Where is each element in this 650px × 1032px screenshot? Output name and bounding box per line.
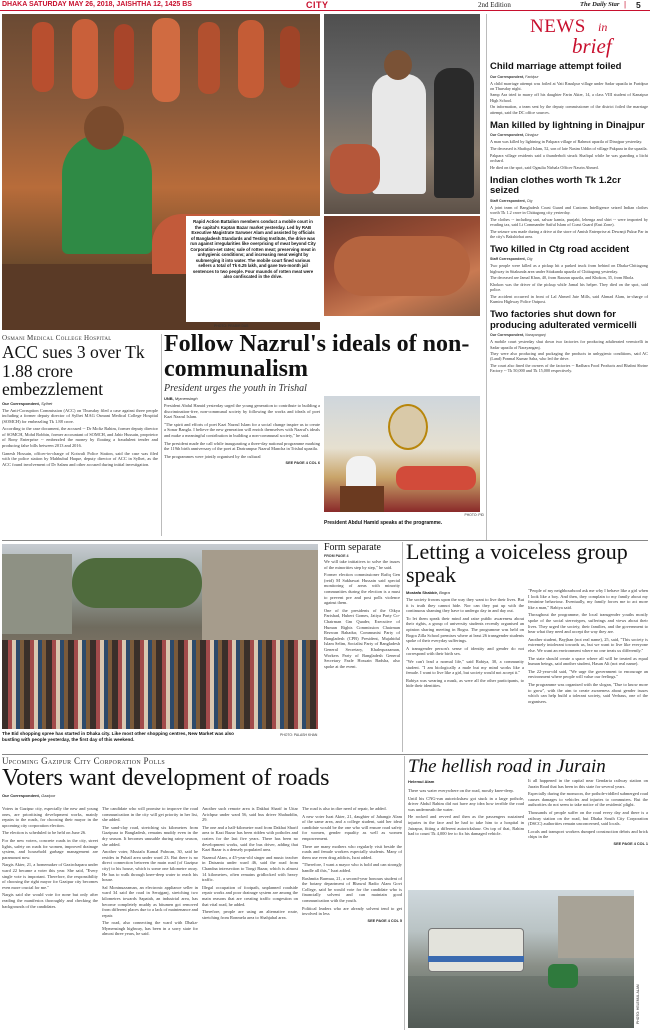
- eid-shopping-photo: [2, 544, 318, 729]
- brief-headline: Indian clothes worth Tk 1.2cr seized: [490, 174, 621, 197]
- gazipur-paragraph: The election is scheduled to be held on June 26.: [2, 830, 87, 836]
- gazipur-paragraph: The road is also in dire need of repair, he added.: [302, 806, 387, 811]
- gazipur-paragraph: Nargis said she would vote for none but only after reading the manifestos thoroughly and checking the backgrounds of the candidates.: [2, 892, 98, 909]
- gazipur-paragraph: Another voter, Mustafa Kamal Pahwan, 30, said he resides in Pubail area under ward 23. But there is no direct connection between the main road (of Gazipur city) to his house, which is some one kilometre away. He has to walk through knee-deep water to reach his house.: [102, 849, 198, 883]
- president-photo: [324, 396, 480, 512]
- acc-byline: [2, 401, 158, 406]
- masthead-dateline: DHAKA SATURDAY MAY 26, 2018, JAISHTHA 12, 1425 BS: [2, 1, 192, 8]
- brief-byline-location: Narayanganj: [525, 333, 546, 338]
- autorickshaw: [548, 964, 578, 988]
- acc-byline-name: Our Correspondent,: [2, 400, 41, 406]
- nazrul-byline-name: UNB,: [164, 396, 174, 401]
- gazipur-paragraph: Rashmita Barmua, 21, a second-year honours student of the botany department of Bhawal Radio Alam Govt College, said he would vote for the candidate who is financially solvent and can maintain good communication with the youth.: [302, 875, 402, 903]
- masthead: [0, 0, 650, 11]
- gazipur-headline: Voters want development of roads: [2, 765, 330, 791]
- brief-body: [490, 81, 648, 115]
- voiceless-paragraph: A transgender person's sense of identity and gender do not correspond with their birth sex.: [406, 645, 524, 657]
- voiceless-paragraph: The programme was organised with the slogan, "Due to know more to grow", with the aim to create awareness about gender issues which can help build a tolerant society, said Verhaus, one of the organisers.: [528, 681, 648, 704]
- brief-byline: [490, 75, 648, 79]
- jurain-continued: SEE PAGE 4 COL 1: [613, 841, 648, 846]
- bus: [428, 928, 524, 972]
- podium: [340, 486, 384, 512]
- voiceless-byline-name: Mostafa Shabbir,: [406, 590, 439, 595]
- voiceless-headline: Letting a voiceless group speak: [406, 540, 628, 587]
- gazipur-body-1: [2, 806, 98, 909]
- president-photo-caption: President Abdul Hamid speaks at the programme.: [324, 520, 443, 526]
- acc-kicker: Osmani Medical College Hospital: [2, 334, 112, 342]
- news-in-brief-title: [490, 14, 648, 60]
- president-photo-credit: PHOTO: PID: [464, 513, 484, 517]
- form-headline: Form separate: [324, 542, 381, 553]
- jurain-paragraph: It all happened in the capital near Gendaria railway station on Jurain Road that has been in this state for several years.: [528, 778, 648, 789]
- brief-body: [490, 205, 648, 239]
- acc-paragraph: According to the case document, the accused -- Dr Mofiz Rahim, former deputy director of SOMCH, Mohd Robbin, former accountant of SOMCH, and Jahir Hussain, proprietor of Rony Enterprise -- embezzled the money by floating a fraudulent tender and producing false bills between 2013 and 2016.: [2, 426, 158, 449]
- brief-item: [490, 62, 648, 115]
- jurain-body-2: [528, 778, 648, 840]
- brief-byline: [490, 199, 648, 203]
- nazrul-portrait: [388, 404, 428, 450]
- brief-paragraph: A child marriage attempt was foiled at Vati Rasulpur village under Sadar upazila in Faridpur on Thursday night.: [490, 80, 648, 91]
- acc-paragraph: Ganesh Hossain, officer-in-charge of Kotwali Police Station, said the case was filed with the police station by Mahbubul Haque, deputy director of ACC in Sylhet, as the ACC found involvement of Dr Salam and other accused during initial investigation.: [2, 450, 158, 467]
- jurain-paragraph: He rocked and revved and then as the passengers sustained injuries in the face and he had to take him to a hospital in Jatrapur, fitting a different autorickshaw. On top of that, Rahim had to count Tk 4,000 fee to fix his damaged vehicle.: [408, 814, 524, 837]
- page-number: 5: [636, 0, 641, 10]
- voiceless-paragraph: The 22-year-old said, "We urge the government to encourage an environment where people will value our feelings.": [528, 668, 648, 680]
- column-divider-acc: [161, 334, 162, 536]
- nazrul-paragraph: The programmes were jointly organised by the cultural: [164, 453, 261, 459]
- brief-headline: Two killed in Ctg road accident: [490, 243, 630, 255]
- brief-headline: Man killed by lightning in Dinajpur: [490, 119, 645, 131]
- gazipur-column-3: [202, 806, 298, 1030]
- crowd: [2, 640, 318, 729]
- voiceless-paragraph: The society frowns upon the way they want to live their lives. But it is truth they cannot hide. Nor can they put up with the continuous shaming they have to undergo day in and day out.: [406, 597, 524, 614]
- brief-paragraph: The deceased is Shafiqul Islam, 52, son of late Nasim Uddin of village Pakpara in the upazila.: [490, 145, 648, 151]
- meat-on-scale: [330, 144, 380, 194]
- jurain-body-1: [408, 788, 524, 837]
- gazipur-paragraph: The road, also connecting the ward with Dhaka-Mymensingh highway, has been in a sorry state for almost three years, he said.: [102, 920, 198, 937]
- seller-head: [84, 106, 124, 150]
- section-divider-bottom: [2, 754, 648, 755]
- brief-body: [490, 339, 648, 373]
- acc-story: [2, 334, 158, 538]
- voiceless-paragraph: To let them speak their mind and raise public awareness about their rights, a group of university students recently organised an opinion sharing meeting in Bogra. The programme was held on Bogra Zilla School premises where at least 26 transgender students spoke of their everyday sufferings.: [406, 615, 524, 644]
- gazipur-kicker: Upcoming Gazipur City Corporation Polls: [2, 756, 166, 766]
- rotten-meat-photo: [324, 216, 480, 316]
- officer-white-shirt: [372, 74, 426, 194]
- brief-paragraph: Pakpara village residents said a thunderbolt struck Shafiqul while he was guarding a litchi orchard.: [490, 152, 648, 163]
- hanging-meat-6: [238, 20, 264, 98]
- bus-stripe: [428, 956, 524, 962]
- seller-in-green: [62, 134, 152, 254]
- nazrul-continued: SEE PAGE 4 COL 6: [285, 461, 320, 466]
- masthead-section: CITY: [306, 0, 329, 10]
- jurain-paragraph: Locals and transport workers dumped construction debris and brick chips in the: [528, 828, 648, 840]
- jurain-column-2: [528, 778, 648, 888]
- nazrul-body: [164, 403, 320, 459]
- news-in-brief-title-in: in: [598, 20, 608, 34]
- brief-paragraph: A joint team of Bangladesh Coast Guard and Customs Intelligence seized Indian clothes worth Tk 1.2 crore in Chittagong city yesterday.: [490, 204, 648, 215]
- brief-item: [490, 176, 648, 239]
- brief-body: [490, 139, 648, 170]
- brief-paragraph: The clothes -- including sari, salwar kamiz, punjabi, lehenga and shirt -- were imported by evading tax, said Lt Commander Saiful Islam of Coast Guard (East Zone).: [490, 216, 648, 227]
- voiceless-paragraph: Throughout the programme, the local transgender youths mostly spoke of the social stereotypes, sufferings and views about their lives. They urged the society, their families, and the government to hear what they need and accept the way they are.: [528, 612, 648, 635]
- nazrul-byline-location: Mymensingh: [174, 396, 198, 401]
- gazipur-paragraph: "Therefore, I want a mayor who is bold and can strongly handle all this," Israt added.: [302, 862, 402, 873]
- nazrul-paragraph: President Abdul Hamid yesterday urged the young generation to contribute to building a discrimination-free, non-communal society by following the works and ideals of poet Kazi Nazrul Islam.: [164, 403, 320, 420]
- nazrul-paragraph: The president made the call while inaugurating a three-day national programme marking the 119th birth anniversary of the poet at Darirampur Nazrul Mancha in Trishal upazila.: [164, 440, 320, 452]
- meat-chunks: [334, 236, 470, 296]
- brief-paragraph: A man was killed by lightning in Pakpara village of Rahmot upazila of Dinajpur yesterday.: [490, 139, 643, 145]
- jurain-column-1: [408, 788, 524, 888]
- market-building-left: [2, 554, 72, 634]
- gazipur-body-2: [102, 806, 198, 937]
- brief-paragraph: The accident occurred in front of Lal Ahmed Jute Mills, said Ahmad Alam, in-charge of Kumira Highway Police Outpost.: [490, 293, 648, 305]
- acc-paragraph: The Anti-Corruption Commission (ACC) on Thursday filed a case against three people including a former deputy director of Sylhet MAG Osmani Medical College Hospital (SOMCH) for embezzling Tk 1.88 crore.: [2, 407, 158, 424]
- form-paragraph: We will take initiatives to solve the issues of the minorities step by step," he said.: [324, 559, 400, 570]
- gazipur-paragraph: The sand-clay road, stretching six kilometres from Gazipura to Bangladesh, remains muddy even in the dry season. It becomes unusable during rainy season, she added.: [102, 824, 198, 847]
- gazipur-byline: [2, 793, 402, 798]
- form-separate-story: [324, 542, 400, 752]
- brief-byline-name: Our Correspondent,: [490, 133, 525, 138]
- hanging-meat-4: [152, 18, 180, 102]
- jurain-paragraph: There was water everywhere on the road, mostly knee-deep.: [408, 788, 514, 793]
- news-in-brief: [490, 14, 648, 538]
- roadside-building: [558, 896, 634, 958]
- acc-byline-location: Sylhet: [41, 400, 53, 406]
- gazipur-column-2: [102, 806, 198, 1030]
- gazipur-paragraph: For the new voters, concrete roads in the city, street lights, safety on roads for women, improved drainage system, and household garbage management are paramount now.: [2, 837, 98, 860]
- hanging-meat-1: [32, 22, 54, 92]
- nazrul-byline: [164, 396, 320, 401]
- brief-paragraph: He died on the spot, said Ogaulia Nirhala Officer Nasrin Ahmed.: [490, 164, 599, 170]
- column-divider-jurain: [404, 756, 405, 1030]
- gazipur-paragraph: The one and a half-kilometre road from Dakhai Sharif area to Kazi Bazar has been ridden with potholes and craters for the last five years. There has been no development works, said the bus driver, adding that Kazi Bazar is a densely populated area.: [202, 824, 298, 853]
- brief-byline-name: Staff Correspondent,: [490, 198, 526, 203]
- gazipur-column-4: [302, 806, 402, 1030]
- brief-paragraph: A mobile court yesterday shut down two factories for producing adulterated vermicelli in Sadar upazila of Narayanganj.: [490, 339, 648, 350]
- gazipur-paragraph: A new voter Israt Akter, 21, daughter of Jahangir Alam of the same area, and a college student, said her ideal candidate would be the one who will ensure road safety for women, gender equality as well as women empowerment.: [302, 813, 402, 841]
- gazipur-paragraph: Nazmul Alam, a 45-year-old singer and music teacher in Daisanta under ward 46, said the road from Chandna intersection to Tongi Bazar, which is almost 14 kilometres, often remains gridlocked with heavy traffic.: [202, 854, 298, 883]
- news-in-brief-list: [490, 62, 648, 374]
- flower-decoration: [396, 466, 476, 490]
- gazipur-body-3: [202, 806, 298, 920]
- hanging-meat-3: [114, 24, 134, 90]
- jurain-byline: Helemul Alam: [408, 779, 435, 784]
- brief-paragraph: The deceased are Jamal Khan, 40, from Raozan upazila, and Khokon, 35, from Bhola.: [490, 275, 635, 281]
- brief-paragraph: Khokon was the driver of the pickup while Jamal his helper. They died on the spot, said police.: [490, 282, 648, 293]
- gazipur-byline-location: Gazipur: [41, 793, 56, 798]
- voiceless-byline-location: Bogra: [439, 590, 450, 595]
- brief-paragraph: On information, a team sent by the deputy commissioner of the district foiled the marriage attempt, said the DC office sources.: [490, 104, 648, 115]
- voiceless-column-1: [406, 588, 524, 752]
- rab-officer: [434, 68, 474, 198]
- voiceless-column-2: [528, 588, 648, 752]
- voiceless-body-1: [406, 597, 524, 689]
- voiceless-paragraph: Rabiya was wearing a mask, as were all the other participants, to hide their identities.: [406, 677, 524, 689]
- eid-photo-caption: The Eid shopping spree has started in Dhaka city. Like most other shopping centres, New Market was also bustling with people yesterday, the first day of this weekend.: [2, 731, 234, 742]
- gazipur-paragraph: Therefore, people are using an alternative route, stretching from Ronmela area to Shahjahal area.: [202, 909, 298, 920]
- brief-byline-name: Our Correspondent,: [490, 74, 525, 79]
- nazrul-paragraph: "The spirit and efforts of poet Kazi Nazrul Islam for a social change inspire us to create a Sonar Bangla. I believe the new generation will enrich themselves with Nazrul's ideals and make a meaningful contribution in building a non-communal society," he said.: [164, 421, 320, 438]
- brief-paragraph: They were also producing and packaging the products in unhygienic conditions, said AC (Land) Ponmal Kumar Saha, who led the drive.: [490, 351, 648, 362]
- gazipur-paragraph: Illegal occupation of footpath, unplanned roadside repair works and poor drainage system are among the main reasons that are creating traffic congestion on that vital road, he added.: [202, 884, 298, 907]
- gazipur-story-head: [2, 756, 402, 806]
- gazipur-body-4: [302, 806, 402, 917]
- nazrul-headline: Follow Nazrul's ideals of non-communalism: [164, 332, 470, 382]
- form-paragraph: Former election commissioner Rafiq Gen (retd) M Sakhawat Hussain said special monitoring of areas with minority communities during the election is a must to prevent pre and post polls violence against them.: [324, 572, 400, 606]
- jurain-road-photo: [408, 890, 634, 1028]
- jurain-photo-credit: PHOTO: HELEMUL ALAM: [636, 984, 640, 1024]
- brief-paragraph: The seizure was made during a drive at the store of Amish Enterprise at Dewanji Pukur Par in the city's Bakshirhat area.: [490, 228, 648, 239]
- voiceless-byline: [406, 590, 524, 595]
- gazipur-byline-name: Our Correspondent,: [2, 793, 41, 798]
- gazipur-paragraph: Voters in Gazipur city, especially the new and young ones, are prioritising development works, mainly repairs to the roads, for choosing their mayor in the upcoming city corporation election.: [2, 806, 98, 828]
- jurain-headline: The hellish road in Jurain: [408, 756, 606, 777]
- mobile-court-caption-box: [186, 216, 320, 322]
- gazipur-column-1: [2, 806, 98, 1030]
- voiceless-paragraph: "People of my neighbourhood ask me why I behave like a girl when I look like a boy. And then, they complain to my family about my feminine behaviour. Eventually, my family forces me to act more like a man," Rabiya said.: [528, 588, 648, 610]
- officer-head: [384, 50, 412, 80]
- hanging-meat-5: [198, 22, 220, 94]
- market-building-right: [202, 550, 318, 640]
- gazipur-paragraph: Political leaders who are already solvent tend to get involved in less: [302, 905, 402, 917]
- column-divider-briefs: [486, 14, 487, 540]
- gazipur-paragraph: Another such remote area is Dakhai Sharif in Uttar Arichpur under ward 56, said bus driver Shahuddin, 29.: [202, 806, 298, 823]
- brief-paragraph: Two people were killed as a pickup hit a parked truck from behind on Dhaka-Chittagong highway in Sitakunda area under Sitakunda upazila of Chittagong yesterday.: [490, 263, 648, 274]
- form-from-page: FROM PAGE 4: [324, 554, 349, 558]
- brief-byline-name: Staff Correspondent,: [490, 257, 526, 262]
- masthead-paper: The Daily Star: [580, 1, 620, 8]
- mobile-court-photo: [324, 14, 480, 214]
- jurain-paragraph: Thousands of people suffer on the road every day and there is a railway station on the road, but Dhaka South City Corporation (DSCC) authorities remain unconcerned, said locals.: [528, 809, 648, 827]
- hanging-meat-7: [280, 26, 300, 88]
- voiceless-paragraph: "We can't lead a normal life," said Rabiya, 30, a community student. "I am biologically a male but my mind works like a female. I want to live like a girl, but society would not accept it.": [406, 658, 524, 676]
- gazipur-continued: SEE PAGE 4 COL 5: [367, 918, 402, 923]
- news-in-brief-title-news: NEWS: [530, 16, 586, 37]
- voiceless-paragraph: Another student, Bayjhan (not real name), 25, said, "This society is extremely intolerant towards us, but we want to live like everyone else. We want an environment where no one treats us differently.": [528, 636, 648, 653]
- gazipur-paragraph: Nargis Akter, 21, a homemaker of Gazirchapara under ward 22 became a voter this year. She said, "Every single vote is important. Therefore, the responsibility of choosing the right mayor for Gazipur city becomes even more crucial for me.": [2, 862, 98, 890]
- flooded-road: [408, 976, 634, 1028]
- brief-item: [490, 245, 648, 304]
- brief-byline: [490, 133, 648, 137]
- brief-byline-location: Faridpur: [525, 74, 539, 79]
- masthead-edition: 2nd Edition: [478, 1, 511, 9]
- brief-paragraph: Samp Ara tried to marry off his daughter Farin Akter, 14, a class VIII student of Kanaipur High School.: [490, 92, 648, 103]
- brief-headline: Two factories shut down for producing adulterated vermicelli: [490, 309, 637, 331]
- brief-item: [490, 121, 648, 170]
- nazrul-text-column: [164, 394, 320, 538]
- column-divider-form: [402, 542, 403, 752]
- eid-photo-credit: PHOTO: PALASH KHAN: [280, 733, 318, 737]
- brief-paragraph: The court also fined the owners of the factories -- Radhara Food Products and Bhabni Shrine Factory -- Tk 50,000 and Tk 15,000 respectively.: [490, 363, 648, 374]
- brief-byline: [490, 333, 648, 337]
- brief-body: [490, 263, 648, 304]
- nazrul-subhead: President urges the youth in Trishal: [164, 383, 307, 394]
- form-body: [324, 559, 400, 669]
- brief-item: [490, 310, 648, 373]
- brief-byline-name: Our Correspondent,: [490, 333, 525, 338]
- brief-headline: Child marriage attempt foiled: [490, 61, 622, 72]
- brief-byline-location: Dinajpur: [525, 133, 539, 138]
- acc-body: [2, 408, 158, 468]
- gazipur-paragraph: The candidate who will promise to improve the road communication in the city will get priority in her list, she added.: [102, 806, 198, 823]
- gazipur-paragraph: There are many mothers who regularly visit beside the roads and female workers especially students. Many of them use even drug addicts, Israt added.: [302, 843, 402, 860]
- masthead-separator: |: [624, 0, 627, 9]
- form-paragraph: One of the presidents of the Oikya Parishad, Hubert Gomes, Jatiya Party Co-Chairman Gm Quader, Executive of Human Rights Commission Chairman Rezwan Bahadur, Communist Party of Bangladesh (CPB) President, Mujahidul Islam Selim, Socialist Party of Bangladesh General Secretary, Khalequzzaman, Workers Party of Bangladesh General Secretary Fazle Hossain Badsha, also spoke at the event.: [324, 607, 400, 669]
- acc-headline: ACC sues 3 over Tk 1.88 crore embezzlement: [2, 342, 145, 399]
- gazipur-paragraph: Sal Moninuzzaman, an electronic appliance seller in ward 34 said the road in Serajganj, stretching two kilometres towards Sapatah, an industrial area, has become completely muddy as bitumen got removed from different places due to a lack of maintenance and repair.: [102, 884, 198, 918]
- jurain-paragraph: Until his CNG-run autorickshaw got stuck in a large pothole, driver Abdul Rahim did not have any idea how terrible the road was underneath the water.: [408, 795, 524, 812]
- brief-byline-location: Ctg: [526, 257, 533, 262]
- voiceless-paragraph: The state should create a space where all will be treated as equal human beings, said another student, Hasan Ali (not real name).: [528, 655, 648, 667]
- jurain-paragraph: Especially during the monsoon, the pothole-riddled submerged road causes damages to vehicles and injuries to commuters. But the authorities do not seem to take notice of the residents' plight.: [528, 791, 648, 808]
- brief-byline: [490, 257, 648, 261]
- mobile-court-credit: PHOTO: PRABIR DAS: [214, 324, 249, 328]
- trees: [72, 558, 202, 608]
- brief-byline-location: Ctg: [526, 198, 533, 203]
- mobile-court-caption: Rapid Action Battalion members conduct a mobile court in the capital's Kaptan Bazar market yesterday. Led by RAB Executive Magistrate Sarwoer Alam and assisted by officials of Bangladesh Standards and Testing Institute, the drive was run against irregularities like overpricing of meat beyond City Corporation-set rates; sale of rotten meat; preserving meat in unhygienic conditions; and increasing meat weight by submerging it into water. The mobile court fined various sellers a total of Tk 6.25 lakh, and gave two-month jail sentences to two people. Four maunds of rotten meat were also confiscated in the drive.: [190, 219, 316, 279]
- voiceless-body-2: [528, 588, 648, 704]
- news-in-brief-title-brief: brief: [572, 34, 612, 58]
- hanging-meat-2: [72, 19, 98, 99]
